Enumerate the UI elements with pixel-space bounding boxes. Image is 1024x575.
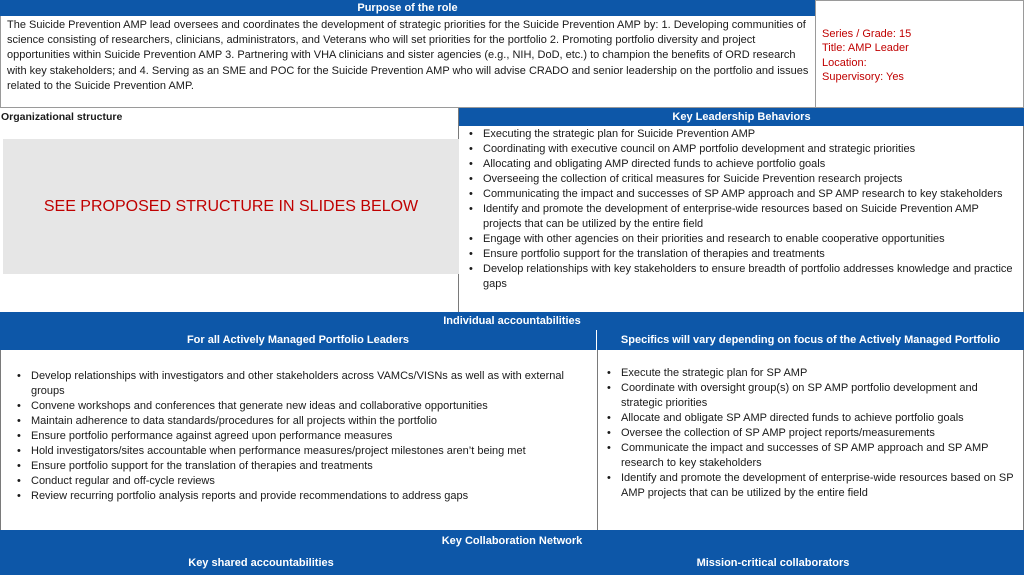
accountability-item: • Maintain adherence to data standards/procedures for all projects within the portfolio	[15, 414, 591, 429]
leadership-heading: Key Leadership Behaviors	[459, 108, 1024, 126]
leadership-behavior-item: • Executing the strategic plan for Suicide Prevention AMP	[467, 127, 1017, 142]
shared-accountabilities-heading: Key shared accountabilities	[0, 551, 522, 575]
specific-accountability-item: • Execute the strategic plan for SP AMP	[605, 366, 1015, 381]
leadership-behavior-item: • Overseeing the collection of critical measures for Suicide Prevention research projects	[467, 172, 1017, 187]
accountability-item: • Develop relationships with investigators and other stakeholders across VAMCs/VISNs as well as with external groups	[15, 369, 591, 399]
role-location: Location:	[822, 56, 867, 69]
leadership-behavior-item: • Allocating and obligating AMP directed funds to achieve portfolio goals	[467, 157, 1017, 172]
leadership-behavior-item: • Ensure portfolio support for the translation of therapies and treatments	[467, 247, 1017, 262]
leadership-behavior-item: • Coordinating with executive council on AMP portfolio development and strategic priorities	[467, 142, 1017, 157]
role-title: Title: AMP Leader	[822, 42, 909, 55]
accountabilities-heading: Individual accountabilities	[0, 312, 1024, 330]
org-structure-placeholder	[3, 139, 459, 274]
mission-critical-collaborators-heading: Mission-critical collaborators	[522, 551, 1024, 575]
supervisory-status: Supervisory: Yes	[822, 71, 904, 84]
specific-accountability-item: • Oversee the collection of SP AMP project reports/measurements	[605, 426, 1015, 441]
accountabilities-right-box	[597, 350, 1024, 530]
series-grade: Series / Grade: 15	[822, 28, 912, 40]
purpose-text: The Suicide Prevention AMP lead oversees and coordinates the development of strategic priorities for the Suicide Prevention AMP by: 1. Developing communities of science consisting of researchers, clinicians, administrators, and Veterans who will set priorities for the portfolio 2. Promoting portfolio diversity and project opportunities within Suicide Prevention AMP 3. Partnering with VHA clinicians and sister agencies (e.g., NIH, DoD, etc.) to champion the benefits of ORD research with key stakeholders; and 4. Serving as an SME and POC for the Suicide Prevention AMP who will advise CRADO and senior leadership on the portfolio and issues related to the Suicide Prevention AMP.	[0, 16, 815, 108]
accountabilities-right-list	[605, 366, 1015, 501]
leadership-behavior-item: • Engage with other agencies on their priorities and research to enable cooperative opportunities	[467, 232, 1017, 247]
specific-accountability-item: • Identify and promote the development of enterprise-wide resources based on SP AMP projects that can be utilized by the entire field	[605, 471, 1015, 501]
leadership-behavior-item: • Identify and promote the development of enterprise-wide resources based on Suicide Prevention AMP projects that can be utilized by the entire field	[467, 202, 1017, 232]
leadership-list-box	[459, 126, 1024, 312]
leadership-behavior-item: • Develop relationships with key stakeholders to ensure breadth of portfolio addresses knowledge and practice gaps	[467, 262, 1017, 292]
accountability-item: • Ensure portfolio performance against agreed upon performance measures	[15, 429, 591, 444]
accountabilities-right-heading: Specifics will vary depending on focus of the Actively Managed Portfolio	[597, 330, 1024, 350]
accountability-item: • Conduct regular and off-cycle reviews	[15, 474, 591, 489]
org-structure-placeholder-text: SEE PROPOSED STRUCTURE IN SLIDES BELOW	[43, 197, 419, 215]
role-info-box	[815, 0, 1024, 108]
accountabilities-left-list	[15, 369, 591, 504]
org-structure-title: Organizational structure	[1, 111, 123, 123]
specific-accountability-item: • Communicate the impact and successes of SP AMP approach and SP AMP research to key stakeholders	[605, 441, 1015, 471]
accountability-item: • Hold investigators/sites accountable when performance measures/project milestones aren’t being met	[15, 444, 591, 459]
accountabilities-left-box	[0, 350, 598, 530]
specific-accountability-item: • Coordinate with oversight group(s) on SP AMP portfolio development and strategic priorities	[605, 381, 1015, 411]
accountability-item: • Convene workshops and conferences that generate new ideas and collaborative opportunities	[15, 399, 591, 414]
accountability-item: • Ensure portfolio support for the translation of therapies and treatments	[15, 459, 591, 474]
leadership-behavior-item: • Communicating the impact and successes of SP AMP approach and SP AMP research to key stakeholders	[467, 187, 1017, 202]
collaboration-heading: Key Collaboration Network	[0, 530, 1024, 551]
accountability-item: • Review recurring portfolio analysis reports and provide recommendations to address gaps	[15, 489, 591, 504]
accountabilities-left-heading: For all Actively Managed Portfolio Leaders	[0, 330, 597, 350]
purpose-heading: Purpose of the role	[0, 0, 815, 16]
leadership-list	[467, 127, 1017, 292]
specific-accountability-item: • Allocate and obligate SP AMP directed funds to achieve portfolio goals	[605, 411, 1015, 426]
